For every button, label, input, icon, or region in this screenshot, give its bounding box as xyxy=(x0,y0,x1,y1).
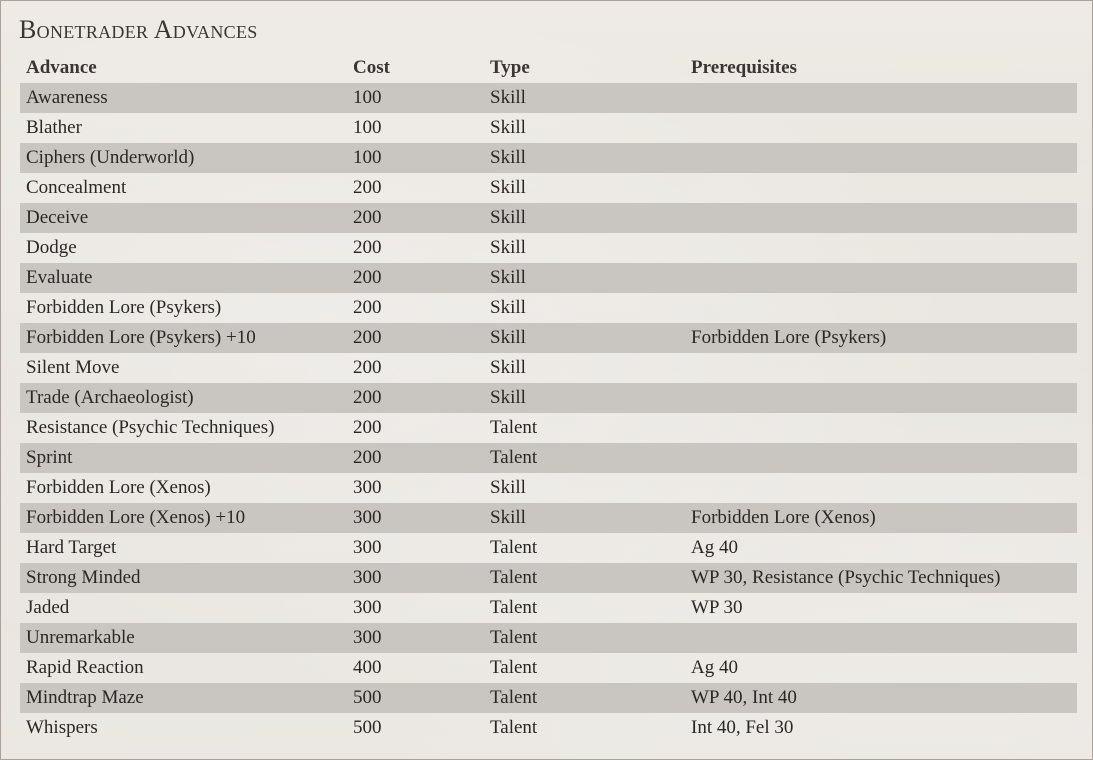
cell-advance: Forbidden Lore (Psykers) xyxy=(26,297,222,318)
table-row xyxy=(20,83,1077,113)
cell-cost: 300 xyxy=(353,597,382,618)
cell-advance: Blather xyxy=(26,117,82,138)
cell-advance: Whispers xyxy=(26,717,98,738)
cell-type: Talent xyxy=(490,687,538,708)
cell-cost: 200 xyxy=(353,297,382,318)
table-row xyxy=(20,293,1077,323)
cell-type: Talent xyxy=(490,537,538,558)
cell-prerequisites: Ag 40 xyxy=(691,537,738,558)
table-row xyxy=(20,653,1077,683)
cell-advance: Strong Minded xyxy=(26,567,141,588)
table-body xyxy=(20,83,1077,743)
page-title: Bonetrader Advances xyxy=(19,15,258,44)
table-row xyxy=(20,173,1077,203)
cell-advance: Resistance (Psychic Techniques) xyxy=(26,417,275,438)
cell-cost: 200 xyxy=(353,267,382,288)
table-row xyxy=(20,263,1077,293)
cell-advance: Hard Target xyxy=(26,537,117,558)
cell-advance: Concealment xyxy=(26,177,127,198)
cell-advance: Jaded xyxy=(26,597,70,618)
cell-cost: 500 xyxy=(353,717,382,738)
cell-cost: 200 xyxy=(353,357,382,378)
cell-prerequisites: Forbidden Lore (Psykers) xyxy=(691,327,887,348)
cell-prerequisites: WP 40, Int 40 xyxy=(691,687,797,708)
column-header-cost: Cost xyxy=(353,57,390,78)
table-row xyxy=(20,443,1077,473)
cell-cost: 300 xyxy=(353,567,382,588)
cell-prerequisites: Ag 40 xyxy=(691,657,738,678)
cell-advance: Evaluate xyxy=(26,267,93,288)
cell-advance: Forbidden Lore (Psykers) +10 xyxy=(26,327,256,348)
cell-advance: Unremarkable xyxy=(26,627,135,648)
cell-cost: 100 xyxy=(353,117,382,138)
cell-advance: Forbidden Lore (Xenos) xyxy=(26,477,211,498)
cell-advance: Deceive xyxy=(26,207,89,228)
table-row xyxy=(20,323,1077,353)
table-row xyxy=(20,143,1077,173)
cell-advance: Awareness xyxy=(26,87,108,108)
table-row xyxy=(20,503,1077,533)
table-row xyxy=(20,113,1077,143)
cell-cost: 200 xyxy=(353,177,382,198)
table-row xyxy=(20,383,1077,413)
cell-prerequisites: WP 30, Resistance (Psychic Techniques) xyxy=(691,567,1001,588)
cell-type: Skill xyxy=(490,327,526,348)
cell-prerequisites: Int 40, Fel 30 xyxy=(691,717,794,738)
cell-cost: 300 xyxy=(353,627,382,648)
table-row xyxy=(20,533,1077,563)
table-row xyxy=(20,593,1077,623)
cell-type: Talent xyxy=(490,597,538,618)
cell-type: Talent xyxy=(490,567,538,588)
cell-type: Talent xyxy=(490,417,538,438)
cell-type: Talent xyxy=(490,657,538,678)
cell-type: Skill xyxy=(490,87,526,108)
advances-table xyxy=(20,53,1077,743)
cell-type: Talent xyxy=(490,447,538,468)
cell-advance: Sprint xyxy=(26,447,73,468)
table-row xyxy=(20,203,1077,233)
cell-type: Skill xyxy=(490,237,526,258)
cell-advance: Ciphers (Underworld) xyxy=(26,147,195,168)
cell-type: Talent xyxy=(490,717,538,738)
column-header-prerequisites: Prerequisites xyxy=(691,57,797,78)
cell-cost: 200 xyxy=(353,417,382,438)
table-row xyxy=(20,413,1077,443)
cell-advance: Dodge xyxy=(26,237,77,258)
table-row xyxy=(20,713,1077,743)
cell-type: Skill xyxy=(490,147,526,168)
cell-type: Talent xyxy=(490,627,538,648)
cell-cost: 500 xyxy=(353,687,382,708)
cell-type: Skill xyxy=(490,267,526,288)
table-row xyxy=(20,473,1077,503)
table-row xyxy=(20,683,1077,713)
cell-type: Skill xyxy=(490,207,526,228)
cell-cost: 200 xyxy=(353,387,382,408)
table-row xyxy=(20,233,1077,263)
cell-type: Skill xyxy=(490,387,526,408)
table-row xyxy=(20,563,1077,593)
cell-advance: Mindtrap Maze xyxy=(26,687,144,708)
cell-cost: 300 xyxy=(353,477,382,498)
cell-prerequisites: WP 30 xyxy=(691,597,743,618)
cell-type: Skill xyxy=(490,117,526,138)
cell-advance: Forbidden Lore (Xenos) +10 xyxy=(26,507,246,528)
table-row xyxy=(20,353,1077,383)
table-header-row xyxy=(20,53,1077,83)
cell-cost: 200 xyxy=(353,207,382,228)
cell-type: Skill xyxy=(490,297,526,318)
cell-cost: 300 xyxy=(353,537,382,558)
cell-type: Skill xyxy=(490,357,526,378)
cell-advance: Trade (Archaeologist) xyxy=(26,387,194,408)
cell-advance: Silent Move xyxy=(26,357,120,378)
cell-prerequisites: Forbidden Lore (Xenos) xyxy=(691,507,876,528)
cell-cost: 400 xyxy=(353,657,382,678)
table-row xyxy=(20,623,1077,653)
cell-type: Skill xyxy=(490,477,526,498)
column-header-type: Type xyxy=(490,57,530,78)
cell-type: Skill xyxy=(490,177,526,198)
cell-cost: 100 xyxy=(353,147,382,168)
cell-cost: 200 xyxy=(353,447,382,468)
column-header-advance: Advance xyxy=(26,57,97,78)
cell-advance: Rapid Reaction xyxy=(26,657,144,678)
cell-cost: 300 xyxy=(353,507,382,528)
cell-cost: 200 xyxy=(353,237,382,258)
cell-type: Skill xyxy=(490,507,526,528)
cell-cost: 200 xyxy=(353,327,382,348)
cell-cost: 100 xyxy=(353,87,382,108)
